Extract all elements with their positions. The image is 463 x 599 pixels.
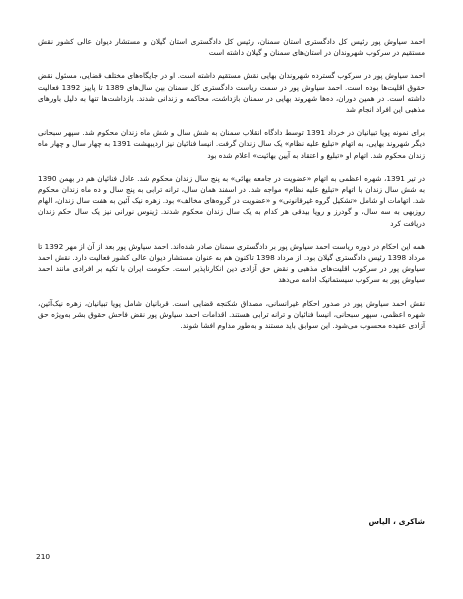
- page-number: 210: [36, 552, 51, 561]
- paragraph-2: احمد سیاوش پور در سرکوب گسترده شهروندان بهایی نقش مستقیم داشته است. او در جایگاه‌های مختلف قضایی، مسئول نقض حقوق اقلیت‌ها بوده است. احمد سیاوش پور در سمت ریاست دادگستری کل سمنان بین سال‌های 1389 تا پاییز 1392 فعالیت داشته است. در همین دوران، ده‌ها شهروند بهایی در سمنان بازداشت، محاکمه و زندانی شدند. بازداشت‌ها تنها به دلیل باورهای مذهبی این افراد انجام شد: [38, 71, 425, 115]
- document-body: [38, 36, 425, 343]
- author-signature: شاکری ، الیاس: [368, 517, 425, 526]
- paragraph-6: نقش احمد سیاوش پور در صدور احکام غیرانسانی، مصداق شکنجه قضایی است. قربانیان شامل پویا تبیانیان، زهره نیک‌آئین، شهره اعظمی، سپهر سبحانی، انیسا فنائیان و ترانه ترابی هستند. اقدامات احمد سیاوش پور نقض فاحش حقوق بشر به‌ویژه حق آزادی عقیده محسوب می‌شود. این سوابق باید مستند و به‌طور مداوم افشا شوند.: [38, 298, 425, 331]
- paragraph-4: در تیر 1391، شهره اعظمی به اتهام «عضویت در جامعه بهائی» به پنج سال زندان محکوم شد. عادل فنائیان هم در بهمن 1390 به شش سال زندان با اتهام «تبلیغ علیه نظام» مواجه شد. در اسفند همان سال، ترانه ترابی به پنج سال و ده ماه زندان محکوم شد. اتهامات او شامل «تشکیل گروه غیرقانونی» و «عضویت در گروه‌های مخالف» بود. زهره نیک آئین به هفت سال زندان، الهام روزبهی به سه سال، و گودرز و رویا بیدقی هر کدام به یک سال زندان محکوم شدند. ژینوس نورانی نیز یک سال حکم زندان دریافت کرد: [38, 173, 426, 228]
- paragraph-1: احمد سیاوش پور رئیس کل دادگستری استان سمنان، رئیس کل دادگستری استان گیلان و مستشار دیوان عالی کشور نقش مستقیم در سرکوب شهروندان در استان‌های سمنان و گیلان داشته است: [38, 37, 425, 58]
- paragraph-5: همه این احکام در دوره ریاست احمد سیاوش پور بر دادگستری سمنان صادر شده‌اند. احمد سیاوش پور بعد از آن از مهر 1392 تا مرداد 1398 رئیس دادگستری گیلان بود. از مرداد 1398 تاکنون هم به عنوان مستشار دیوان عالی کشور فعالیت دارد. نقش احمد سیاوش پور در سرکوب اقلیت‌های مذهبی و نقض حق آزادی دین انکارناپذیر است. حکومت ایران با تکیه بر افرادی مانند احمد سیاوش پور به سرکوب سیستماتیک ادامه می‌دهد: [38, 241, 426, 285]
- paragraph-3: برای نمونه پویا تبیانیان در خرداد 1391 توسط دادگاه انقلاب سمنان به شش سال و شش ماه زندان محکوم شد. سپهر سبحانی دیگر شهروند بهایی، به اتهام «تبلیغ علیه نظام» یک سال زندان گرفت. انیسا فنائیان نیز اردیبهشت 1391 به چهار سال و چهار ماه زندان محکوم شد. اتهام او «تبلیغ و اعتقاد به آیین بهائیت» اعلام شده بود: [38, 128, 425, 160]
